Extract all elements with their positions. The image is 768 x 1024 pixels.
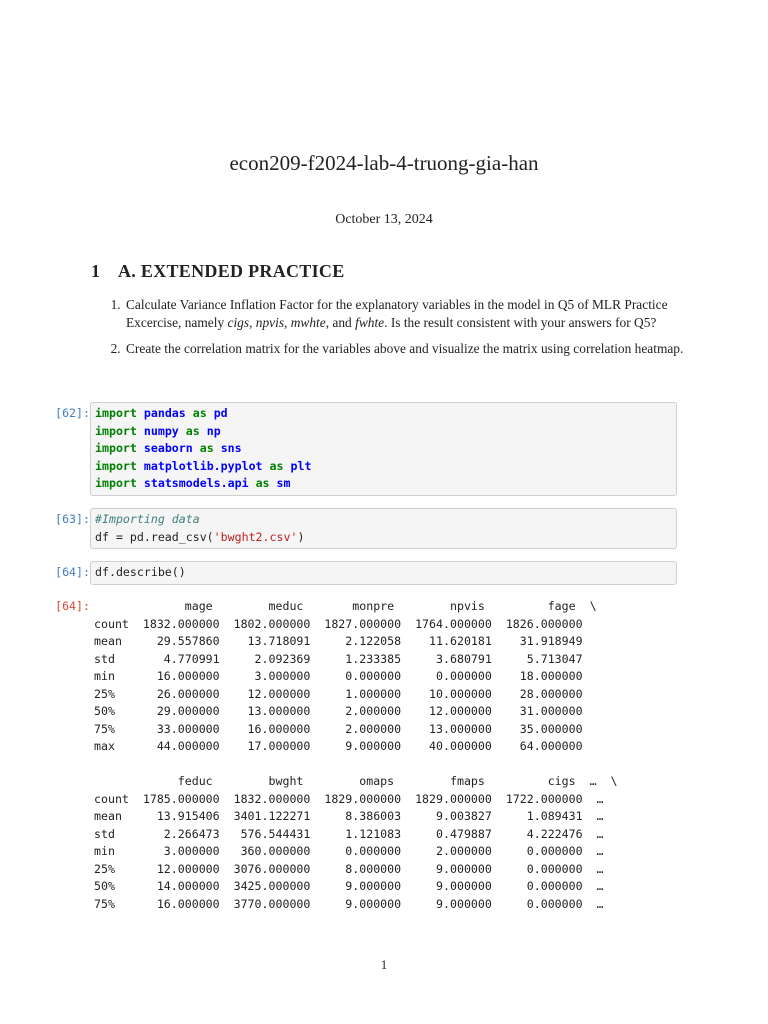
task-item-1: 1. Calculate Variance Inflation Factor for the explanatory variables in the model in Q5 of MLR Practice Excercise, namely cigs, npvis, mwhte, and fwhte. Is the result consistent with your answers for Q5?	[124, 296, 700, 332]
document-date: October 13, 2024	[335, 212, 433, 227]
var-mwhte: mwhte	[290, 315, 326, 330]
output-prompt: [64]:	[55, 599, 90, 613]
code-lines: #Importing data df = pd.read_csv('bwght2.csv')	[95, 512, 305, 544]
task-item-2: 2. Create the correlation matrix for the variables above and visualize the matrix using correlation heatmap.	[124, 340, 700, 358]
var-cigs: cigs	[227, 315, 250, 330]
code-input[interactable]	[90, 508, 677, 549]
section-heading	[91, 261, 345, 282]
describe-output-table: mage meduc monpre npvis fage \ count 1832.000000 1802.000000 1827.000000 1764.000000 1826.000000 mean 29.557860 13.718091 2.122058 11.620181 31.918949 std 4.770991 2.092369 1.233385 3.680791 5.713047 min 16.000000 3.000000 0.000000 0.000000 18.000000 25% 26.000000 12.000000 1.000000 10.000000 28.000000 50% 29.000000 13.000000 2.000000 12.000000 31.000000 75% 33.000000 16.000000 2.000000 13.000000 35.000000 max 44.000000 17.000000 9.000000 40.000000 64.000000 feduc bwght omaps fmaps cigs … \ count 1785.000000 1832.000000 1829.000000 1829.000000 1722.000000 … mean 13.915406 3401.122271 8.386003 9.003827 1.089431 … std 2.266473 576.544431 1.121083 0.479887 4.222476 … min 3.000000 360.000000 0.000000 2.000000 0.000000 … 25% 12.000000 3076.000000 8.000000 9.000000 0.000000 … 50% 14.000000 3425.000000 9.000000 9.000000 0.000000 … 75% 16.000000 3770.000000 9.000000 9.000000 0.000000 …	[94, 599, 618, 911]
section-title: A. EXTENDED PRACTICE	[118, 261, 345, 281]
var-fwhte: fwhte	[355, 315, 385, 330]
code-input[interactable]	[90, 561, 677, 585]
input-prompt: [62]:	[55, 406, 90, 420]
code-line: df.describe()	[95, 565, 186, 579]
page-number: 1	[380, 957, 388, 972]
input-prompt: [64]:	[55, 565, 90, 579]
input-prompt: [63]:	[55, 512, 90, 526]
import-lines: import pandas as pd import numpy as np import seaborn as sns import matplotlib.pyplot as plt import statsmodels.api as sm	[95, 406, 312, 490]
code-input[interactable]	[90, 402, 677, 496]
var-npvis: npvis	[255, 315, 285, 330]
task-list	[104, 296, 700, 366]
document-title: econ209-f2024-lab-4-truong-gia-han	[229, 151, 539, 175]
section-number: 1	[91, 261, 101, 281]
